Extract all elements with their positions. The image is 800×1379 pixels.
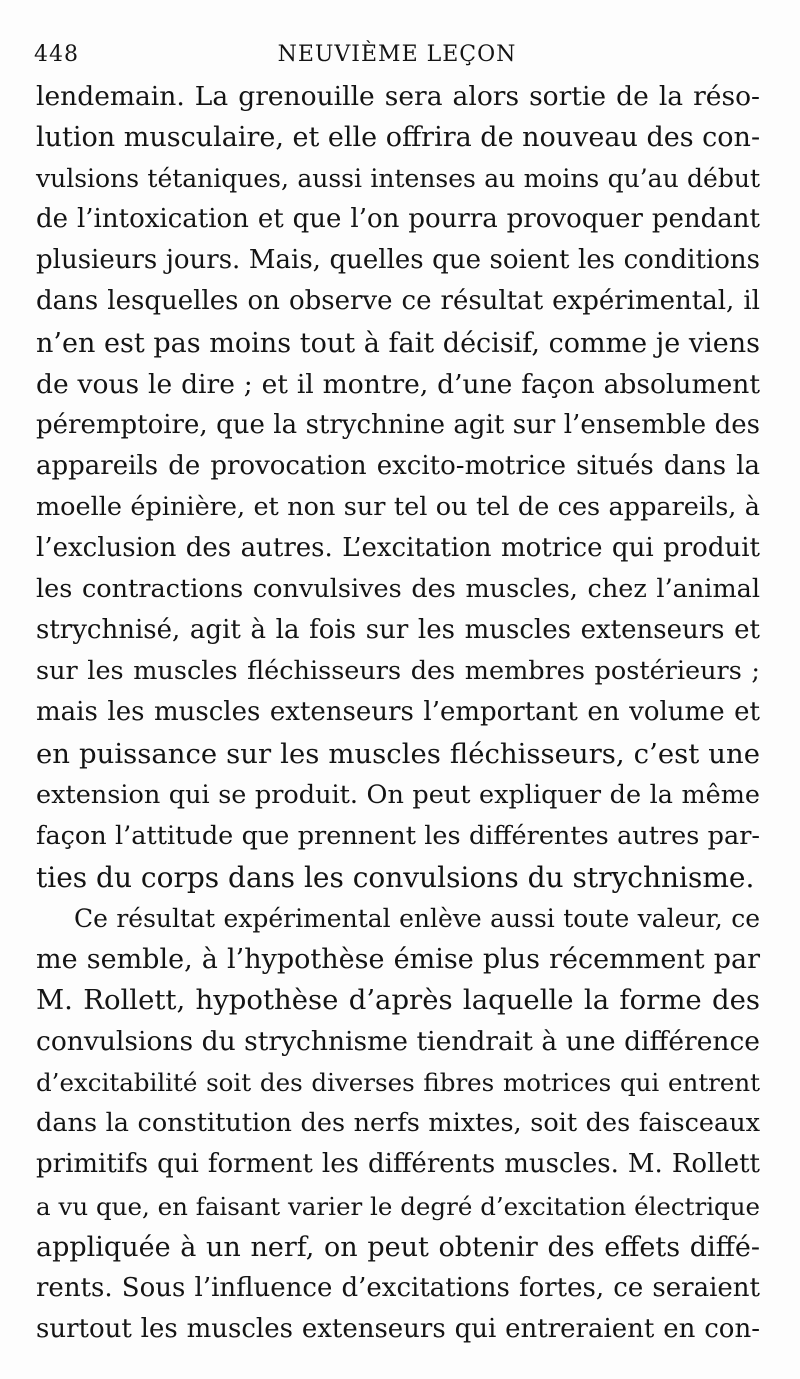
text-line: sur les muscles fléchisseurs des membres postérieurs ; [36,656,760,687]
text-line: appareils de provocation excito-motrice situés dans la [36,450,760,481]
text-line: rents. Sous l’influence d’excitations fortes, ce seraient [36,1272,760,1303]
text-line: de l’intoxication et que l’on pourra provoquer pendant [36,204,760,235]
text-line: n’en est pas moins tout à fait décisif, comme je viens [36,327,760,359]
text-line: plusieurs jours. Mais, quelles que soient les conditions [36,245,760,276]
text-line: dans la constitution des nerfs mixtes, soit des faisceaux [36,1108,760,1139]
paragraph-end-line: ties du corps dans les convulsions du strychnisme. [36,860,755,894]
page-header [34,34,760,74]
text-line: lendemain. La grenouille sera alors sortie de la réso- [36,81,760,112]
text-line: convulsions du strychnisme tiendrait à une différence [36,1026,760,1058]
text-line: péremptoire, que la strychnine agit sur l’ensemble des [36,409,760,440]
running-title: NEUVIÈME LEÇON [277,42,517,67]
text-line: d’excitabilité soit des diverses fibres motrices qui entrent [36,1068,760,1098]
text-line: dans lesquelles on observe ce résultat expérimental, il [36,286,760,317]
text-line: façon l’attitude que prennent les différentes autres par- [36,820,760,851]
text-line: primitifs qui forment les différents muscles. M. Rollett [36,1149,760,1180]
text-line: moelle épinière, et non sur tel ou tel de ces appareils, à [36,491,760,522]
text-line: en puissance sur les muscles fléchisseurs, c’est une [36,737,760,770]
paragraph-start-line: Ce résultat expérimental enlève aussi toute valeur, ce [74,903,760,933]
text-line: l’exclusion des autres. L’excitation motrice qui produit [36,533,760,564]
text-line: strychnisé, agit à la fois sur les muscles extenseurs et [36,615,760,646]
text-line: extension qui se produit. On peut expliquer de la même [36,779,760,810]
text-line: les contractions convulsives des muscles, chez l’animal [36,574,760,605]
text-line: surtout les muscles extenseurs qui entreraient en con- [36,1313,760,1344]
text-line: a vu que, en faisant varier le degré d’excitation électrique [36,1191,760,1221]
body-text [36,76,760,1350]
text-line: M. Rollett, hypothèse d’après laquelle la forme des [36,984,760,1017]
text-line: mais les muscles extenseurs l’emportant en volume et [36,697,760,728]
text-line: me semble, à l’hypothèse émise plus récemment par [36,943,760,975]
text-line: de vous le dire ; et il montre, d’une façon absolument [36,368,760,400]
page-number: 448 [34,42,79,67]
text-line: lution musculaire, et elle offrira de nouveau des con- [36,122,761,154]
text-line: vulsions tétaniques, aussi intenses au moins qu’au début [36,164,760,194]
text-line: appliquée à un nerf, on peut obtenir des effets diffé- [36,1231,760,1263]
